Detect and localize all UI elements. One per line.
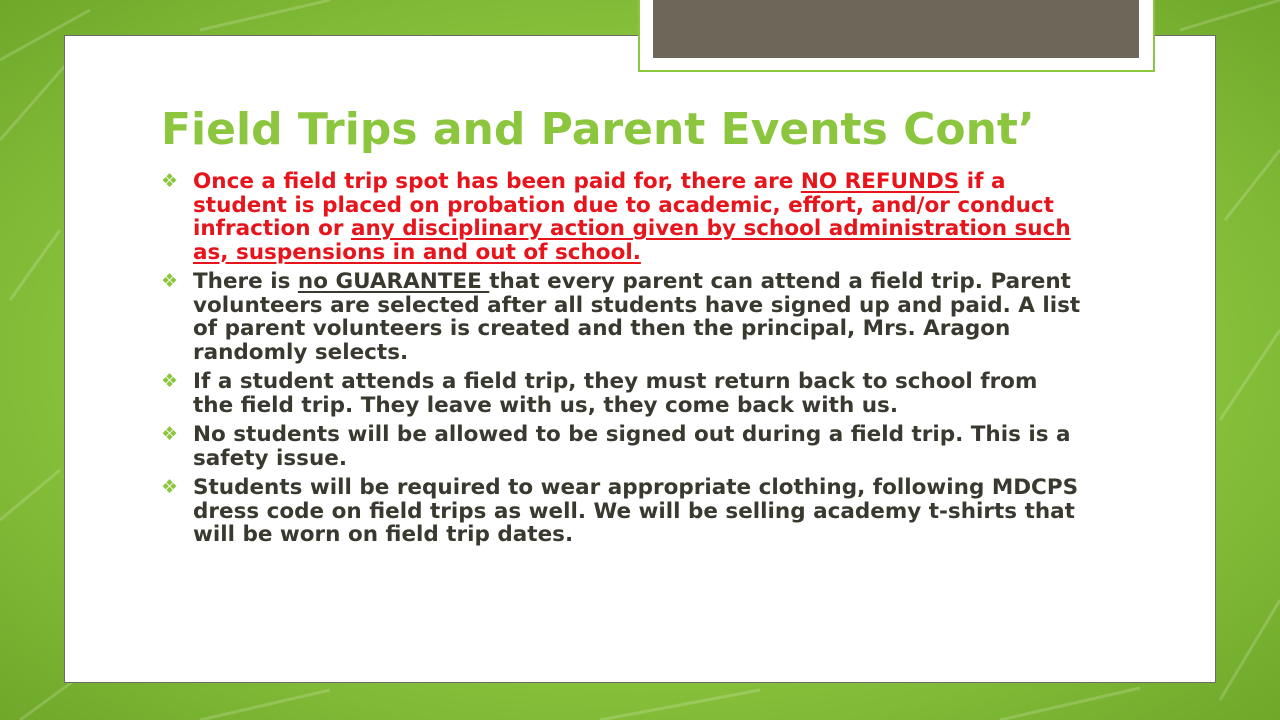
bullet-no-guarantee: ❖ There is no GUARANTEE that every parent can attend a field trip. Parent volunteers are selected after all students have signed up and paid. A list of parent volunteers is created and then the principal, Mrs. Aragon randomly selects. (161, 269, 1081, 365)
bullet-list (161, 170, 1081, 553)
bullet-no-refunds: ❖ Once a field trip spot has been paid for, there are NO REFUNDS if a student is placed on probation due to academic, effort, and/or conduct infraction or any disciplinary action given by school administration such as, suspensions in and out of school. (161, 169, 1071, 265)
no-refunds-emphasis: NO REFUNDS (800, 169, 960, 194)
disciplinary-action-emphasis: any disciplinary action given by school administration such as, suspensions in and out of school. (193, 216, 1071, 265)
header-tab-bar (653, 0, 1139, 58)
bullet-diamond-icon: ❖ (161, 476, 179, 498)
slide-title: Field Trips and Parent Events Cont’ (161, 104, 1035, 155)
bullet-diamond-icon: ❖ (161, 170, 179, 192)
bullet-diamond-icon: ❖ (161, 270, 179, 292)
bullet-diamond-icon: ❖ (161, 370, 179, 392)
no-guarantee-emphasis: no GUARANTEE (297, 269, 490, 294)
bullet-no-sign-out: ❖ No students will be allowed to be signed out during a field trip. This is a safety issue. (161, 422, 1071, 471)
bullet-diamond-icon: ❖ (161, 423, 179, 445)
bullet-return-to-school: ❖ If a student attends a field trip, they must return back to school from the field trip. They leave with us, they come back with us. (161, 369, 1038, 418)
bullet-dress-code: ❖ Students will be required to wear appropriate clothing, following MDCPS dress code on field trips as well. We will be selling academy t-shirts that will be worn on field trip dates. (161, 475, 1079, 547)
